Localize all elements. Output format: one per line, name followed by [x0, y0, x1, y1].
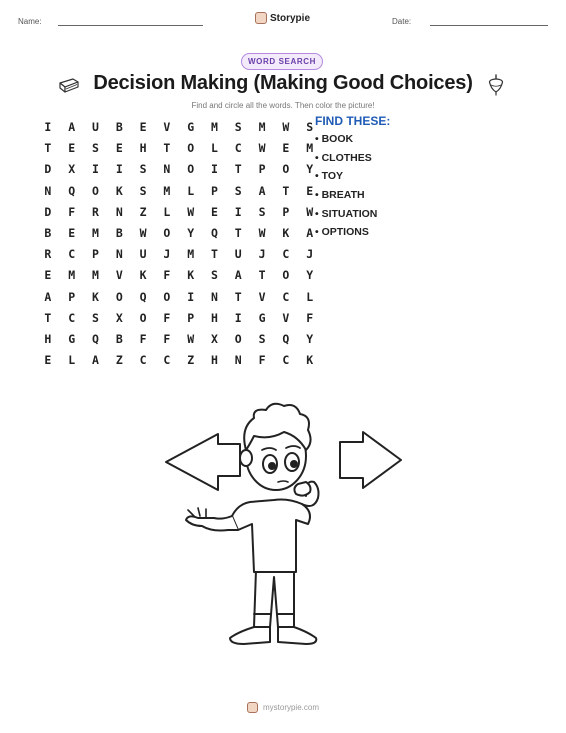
grid-row: [36, 159, 322, 180]
grid-letter[interactable]: F: [139, 331, 147, 346]
grid-letter[interactable]: W: [306, 204, 314, 219]
grid-letter[interactable]: F: [306, 310, 314, 325]
grid-row: [36, 223, 322, 244]
grid-letter[interactable]: W: [282, 120, 290, 134]
grid-letter[interactable]: T: [258, 268, 266, 283]
grid-letter[interactable]: W: [258, 225, 266, 240]
grid-letter[interactable]: Y: [306, 331, 314, 346]
grid-letter[interactable]: U: [234, 247, 242, 262]
grid-letter[interactable]: R: [44, 247, 52, 262]
word-item: • TOY: [315, 170, 343, 183]
grid-letter[interactable]: C: [282, 353, 290, 368]
grid-letter[interactable]: M: [92, 268, 99, 283]
grid-letter[interactable]: N: [44, 183, 52, 198]
grid-row: [36, 308, 322, 329]
grid-letter[interactable]: Q: [139, 289, 147, 304]
grid-letter[interactable]: T: [282, 183, 290, 198]
grid-letter[interactable]: Q: [68, 183, 76, 198]
grid-letter[interactable]: M: [258, 120, 266, 134]
grid-letter[interactable]: O: [234, 331, 242, 346]
grid-letter[interactable]: M: [68, 268, 76, 283]
grid-letter[interactable]: H: [139, 141, 147, 156]
grid-letter[interactable]: I: [234, 310, 242, 325]
word-item: • SITUATION: [315, 207, 378, 220]
grid-letter[interactable]: S: [234, 120, 242, 134]
grid-letter[interactable]: P: [187, 310, 195, 325]
grid-letter[interactable]: K: [92, 289, 99, 304]
grid-letter[interactable]: G: [68, 331, 76, 346]
grid-letter[interactable]: E: [44, 353, 52, 368]
grid-letter[interactable]: G: [187, 120, 195, 134]
storypie-logo-icon: [255, 12, 267, 24]
grid-letter[interactable]: S: [306, 120, 314, 134]
grid-letter[interactable]: X: [68, 162, 76, 177]
book-icon: [58, 78, 80, 94]
grid-letter[interactable]: T: [234, 162, 242, 177]
grid-letter[interactable]: I: [234, 204, 242, 219]
grid-letter[interactable]: O: [282, 162, 290, 177]
grid-letter[interactable]: H: [211, 353, 218, 368]
grid-letter[interactable]: Y: [306, 162, 314, 177]
grid-letter[interactable]: Y: [187, 225, 195, 240]
grid-letter[interactable]: K: [139, 268, 147, 283]
grid-row: [36, 265, 322, 286]
grid-letter[interactable]: S: [92, 310, 99, 325]
grid-letter[interactable]: U: [139, 247, 147, 262]
grid-letter[interactable]: B: [115, 120, 123, 134]
grid-letter[interactable]: W: [258, 141, 266, 156]
grid-letter[interactable]: F: [258, 353, 266, 368]
grid-letter[interactable]: T: [234, 225, 242, 240]
name-line[interactable]: [58, 25, 203, 26]
grid-letter[interactable]: P: [282, 204, 290, 219]
grid-letter[interactable]: A: [258, 183, 266, 198]
grid-letter[interactable]: S: [258, 204, 266, 219]
word-list-title: FIND THESE:: [315, 114, 391, 128]
word-item: • OPTIONS: [315, 226, 369, 239]
grid-letter[interactable]: L: [306, 289, 314, 304]
word-list: [315, 114, 390, 245]
grid-letter[interactable]: E: [115, 141, 123, 156]
grid-letter[interactable]: X: [115, 310, 123, 325]
grid-letter[interactable]: N: [234, 353, 242, 368]
letter-grid[interactable]: [36, 117, 322, 371]
grid-letter[interactable]: P: [92, 247, 99, 262]
grid-letter[interactable]: K: [282, 225, 290, 240]
grid-letter[interactable]: W: [187, 204, 195, 219]
grid-letter[interactable]: I: [44, 120, 52, 134]
spinning-top-icon: [488, 74, 504, 96]
grid-letter[interactable]: M: [211, 120, 218, 134]
grid-letter[interactable]: N: [211, 289, 218, 304]
grid-letter[interactable]: S: [139, 183, 147, 198]
grid-letter[interactable]: P: [258, 162, 266, 177]
date-line[interactable]: [430, 25, 548, 26]
grid-letter[interactable]: B: [115, 225, 123, 240]
grid-letter[interactable]: T: [44, 310, 52, 325]
grid-letter[interactable]: T: [234, 289, 242, 304]
grid-letter[interactable]: P: [68, 289, 76, 304]
grid-letter[interactable]: O: [163, 289, 171, 304]
footer: [0, 702, 566, 713]
instructions: Find and circle all the words. Then color the picture!: [191, 101, 375, 110]
grid-letter[interactable]: X: [211, 331, 218, 346]
grid-letter[interactable]: G: [258, 310, 266, 325]
grid-letter[interactable]: L: [68, 353, 76, 368]
grid-letter[interactable]: M: [92, 225, 99, 240]
grid-letter[interactable]: C: [163, 353, 171, 368]
grid-letter[interactable]: J: [306, 247, 314, 262]
grid-letter[interactable]: I: [115, 162, 123, 177]
grid-letter[interactable]: I: [187, 289, 195, 304]
boy-thinking-illustration[interactable]: [158, 392, 408, 657]
grid-letter[interactable]: S: [234, 183, 242, 198]
date-label: Date:: [392, 17, 412, 26]
grid-letter[interactable]: O: [92, 183, 99, 198]
grid-letter[interactable]: E: [282, 141, 290, 156]
grid-letter[interactable]: I: [211, 162, 218, 177]
grid-letter[interactable]: W: [139, 225, 147, 240]
grid-letter[interactable]: Y: [306, 268, 314, 283]
grid-letter[interactable]: P: [211, 183, 218, 198]
page-title: Decision Making (Making Good Choices): [93, 72, 473, 94]
grid-letter[interactable]: D: [44, 204, 52, 219]
word-item: • BREATH: [315, 189, 365, 202]
grid-row: [36, 138, 322, 159]
grid-letter[interactable]: U: [92, 120, 99, 134]
grid-letter[interactable]: O: [115, 289, 123, 304]
grid-letter[interactable]: E: [139, 120, 147, 134]
grid-letter[interactable]: I: [92, 162, 99, 177]
grid-letter[interactable]: F: [163, 310, 171, 325]
grid-letter[interactable]: A: [234, 268, 242, 283]
grid-letter[interactable]: O: [139, 310, 147, 325]
grid-letter[interactable]: Q: [282, 331, 290, 346]
grid-letter[interactable]: O: [187, 141, 195, 156]
grid-letter[interactable]: V: [115, 268, 123, 283]
grid-letter[interactable]: J: [258, 247, 266, 262]
grid-letter[interactable]: F: [163, 268, 171, 283]
grid-letter[interactable]: E: [44, 268, 52, 283]
grid-letter[interactable]: K: [306, 353, 314, 368]
grid-letter[interactable]: S: [92, 141, 99, 156]
grid-letter[interactable]: D: [44, 162, 52, 177]
title-row: [0, 72, 566, 100]
grid-letter[interactable]: T: [163, 141, 171, 156]
grid-letter[interactable]: S: [211, 268, 218, 283]
word-item: • BOOK: [315, 133, 354, 145]
grid-letter[interactable]: E: [68, 141, 76, 156]
grid-row: [36, 244, 322, 265]
grid-letter[interactable]: H: [44, 331, 52, 346]
left-arrow-icon: [166, 434, 240, 490]
grid-letter[interactable]: T: [44, 141, 52, 156]
grid-row: [36, 287, 322, 308]
grid-letter[interactable]: A: [92, 353, 99, 368]
grid-letter[interactable]: V: [282, 310, 290, 325]
grid-letter[interactable]: L: [211, 141, 218, 156]
grid-letter[interactable]: T: [211, 247, 218, 262]
grid-letter[interactable]: F: [68, 204, 76, 219]
grid-letter[interactable]: A: [68, 120, 76, 134]
grid-letter[interactable]: Q: [211, 225, 218, 240]
word-search-badge: WORD SEARCH: [241, 53, 323, 70]
grid-letter[interactable]: Z: [187, 353, 195, 368]
grid-letter[interactable]: K: [115, 183, 123, 198]
storypie-footer-icon: [247, 702, 258, 713]
grid-letter[interactable]: W: [187, 331, 195, 346]
grid-letter[interactable]: M: [187, 247, 195, 262]
grid-letter[interactable]: E: [211, 204, 218, 219]
grid-letter[interactable]: J: [163, 247, 171, 262]
grid-letter[interactable]: Q: [92, 331, 99, 346]
grid-letter[interactable]: O: [282, 268, 290, 283]
grid-letter[interactable]: E: [306, 183, 314, 198]
grid-letter[interactable]: H: [211, 310, 218, 325]
grid-letter[interactable]: C: [234, 141, 242, 156]
grid-letter[interactable]: A: [306, 225, 314, 240]
grid-letter[interactable]: N: [115, 247, 123, 262]
brand-logo: [255, 10, 310, 26]
grid-letter[interactable]: M: [163, 183, 171, 198]
grid-letter[interactable]: S: [258, 331, 266, 346]
grid-letter[interactable]: L: [187, 183, 195, 198]
grid-letter[interactable]: C: [282, 289, 290, 304]
grid-letter[interactable]: N: [115, 204, 123, 219]
grid-row: [36, 350, 322, 371]
grid-letter[interactable]: V: [258, 289, 266, 304]
grid-letter[interactable]: O: [163, 225, 171, 240]
grid-letter[interactable]: C: [68, 310, 76, 325]
grid-letter[interactable]: S: [139, 162, 147, 177]
right-arrow-icon: [340, 432, 401, 488]
grid-letter[interactable]: C: [68, 247, 76, 262]
grid-letter[interactable]: L: [163, 204, 171, 219]
grid-row: [36, 181, 322, 202]
grid-letter[interactable]: C: [282, 247, 290, 262]
grid-letter[interactable]: B: [44, 225, 52, 240]
grid-letter[interactable]: K: [187, 268, 195, 283]
grid-letter[interactable]: N: [163, 162, 171, 177]
word-item: • CLOTHES: [315, 151, 372, 164]
grid-letter[interactable]: A: [44, 289, 52, 304]
grid-letter[interactable]: Z: [115, 353, 123, 368]
grid-letter[interactable]: Z: [139, 204, 147, 219]
name-label: Name:: [18, 17, 42, 26]
grid-row: [36, 117, 322, 138]
grid-letter[interactable]: M: [306, 141, 314, 156]
grid-letter[interactable]: E: [68, 225, 76, 240]
grid-letter[interactable]: O: [187, 162, 195, 177]
grid-letter[interactable]: R: [92, 204, 99, 219]
grid-letter[interactable]: F: [163, 331, 171, 346]
grid-row: [36, 202, 322, 223]
grid-letter[interactable]: C: [139, 353, 147, 368]
footer-url[interactable]: mystorypie.com: [262, 703, 319, 712]
brand-name: Storypie: [270, 12, 311, 24]
grid-letter[interactable]: V: [163, 120, 171, 134]
grid-row: [36, 329, 322, 350]
grid-letter[interactable]: B: [115, 331, 123, 346]
